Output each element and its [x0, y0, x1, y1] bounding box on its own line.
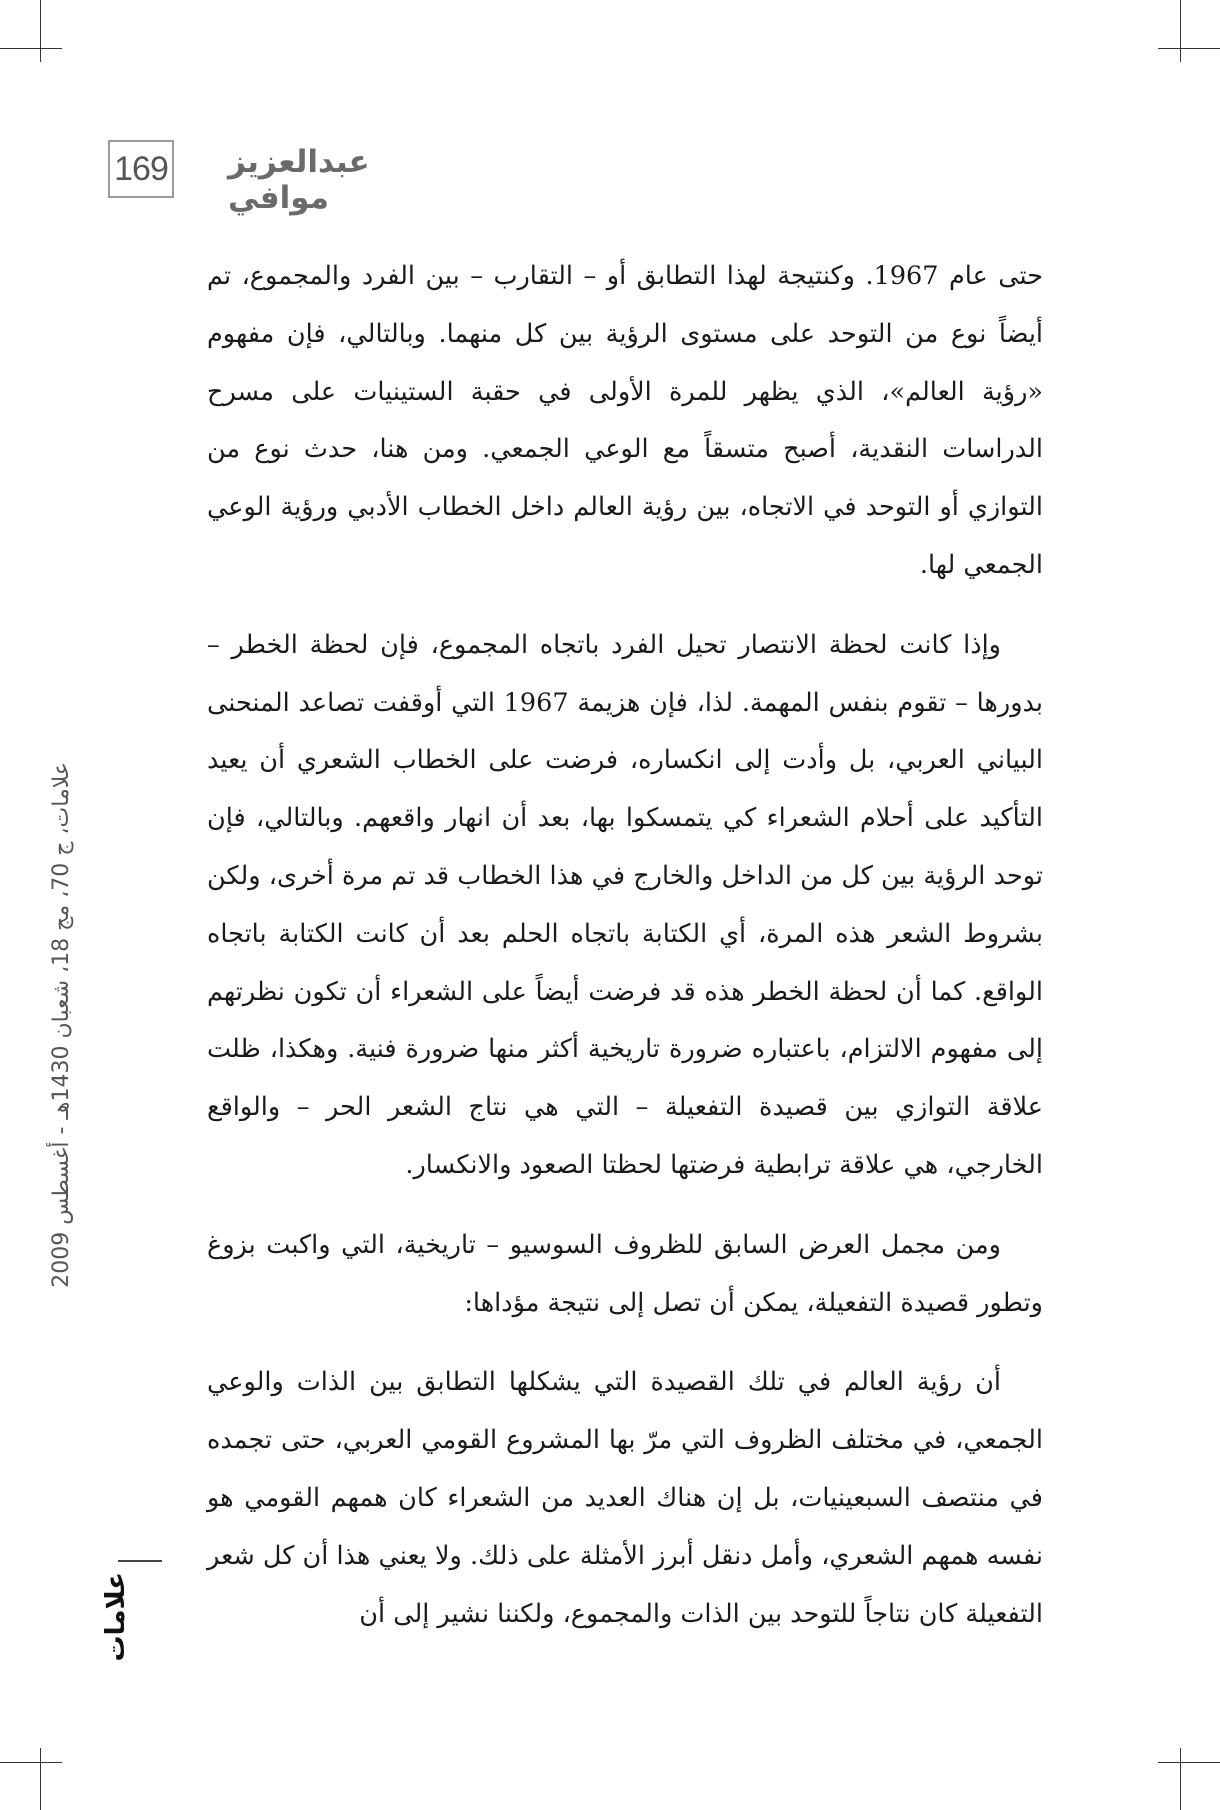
crop-mark-bottom-right-h [1158, 1762, 1220, 1763]
journal-logo: علامات [101, 1572, 131, 1662]
running-head-author: عبدالعزيز موافي [228, 144, 370, 216]
crop-mark-top-left-h [0, 48, 62, 49]
crop-mark-top-right-h [1158, 48, 1220, 49]
paragraph-1: حتى عام 1967. وكنتيجة لهذا التطابق أو – التقارب – بين الفرد والمجموع، تم أيضاً نوع من التوحد على مستوى الرؤية بين كل منهما. وبالتالي، فإن مفهوم «رؤية العالم»، الذي يظهر للمرة الأولى في حقبة الستينيات على مسرح الدراسات النقدية، أصبح متسقاً مع الوعي الجمعي. ومن هنا، حدث نوع من التوازي أو التوحد في الاتجاه، بين رؤية العالم داخل الخطاب الأدبي ورؤية الوعي الجمعي لها. [207, 261, 1044, 580]
paragraph-4: أن رؤية العالم في تلك القصيدة التي يشكلها التطابق بين الذات والوعي الجمعي، في مختلف الظروف التي مرّ بها المشروع القومي العربي، حتى تجمده في منتصف السبعينيات، بل إن هناك العديد من الشعراء كان همهم القومي هو نفسه همهم الشعري، وأمل دنقل أبرز الأمثلة على ذلك. ولا يعني هذا أن كل شعر التفعيلة كان نتاجاً للتوحد بين الذات والمجموع، ولكننا نشير إلى أن [207, 1367, 1043, 1629]
page-number: 169 [108, 140, 174, 198]
crop-mark-top-left [40, 0, 41, 62]
crop-mark-bottom-left-h [0, 1762, 62, 1763]
paragraph-2: وإذا كانت لحظة الانتصار تحيل الفرد باتجاه المجموع، فإن لحظة الخطر – بدورها – تقوم بنفس المهمة. لذا، فإن هزيمة 1967 التي أوقفت تصاعد المنحنى البياني العربي، بل وأدت إلى انكساره، فرضت على الخطاب الشعري أن يعيد التأكيد على أحلام الشعراء كي يتمسكوا بها، بعد أن انهار واقعهم. وبالتالي، فإن توحد الرؤية بين كل من الداخل والخارج في هذا الخطاب قد تم مرة أخرى، ولكن بشروط الشعر هذه المرة، أي الكتابة باتجاه الحلم بعد أن كانت الكتابة باتجاه الواقع. كما أن لحظة الخطر هذه قد فرضت أيضاً على الشعراء أن تكون نظرتهم إلى مفهوم الالتزام، باعتباره ضرورة تاريخية أكثر منها ضرورة فنية. وهكذا، ظلت علاقة التوازي بين قصيدة التفعيلة – التي هي نتاج الشعر الحر – والواقع الخارجي، هي علاقة ترابطية فرضتها لحظتا الصعود والانكسار. [207, 629, 1043, 1180]
crop-mark-bottom-right [1180, 1748, 1181, 1810]
crop-mark-top-right [1180, 0, 1181, 62]
side-divider [118, 1560, 162, 1562]
article-body [207, 248, 1043, 1665]
paragraph-3: ومن مجمل العرض السابق للظروف السوسيو – تاريخية، التي واكبت بزوغ وتطور قصيدة التفعيلة، يمكن أن تصل إلى نتيجة مؤداها: [207, 1229, 1043, 1318]
journal-issue-info: علامات، ج 70، مج 18، شعبان 1430هـ - أغسطس 2009 [49, 762, 74, 1288]
crop-mark-bottom-left [40, 1748, 41, 1810]
